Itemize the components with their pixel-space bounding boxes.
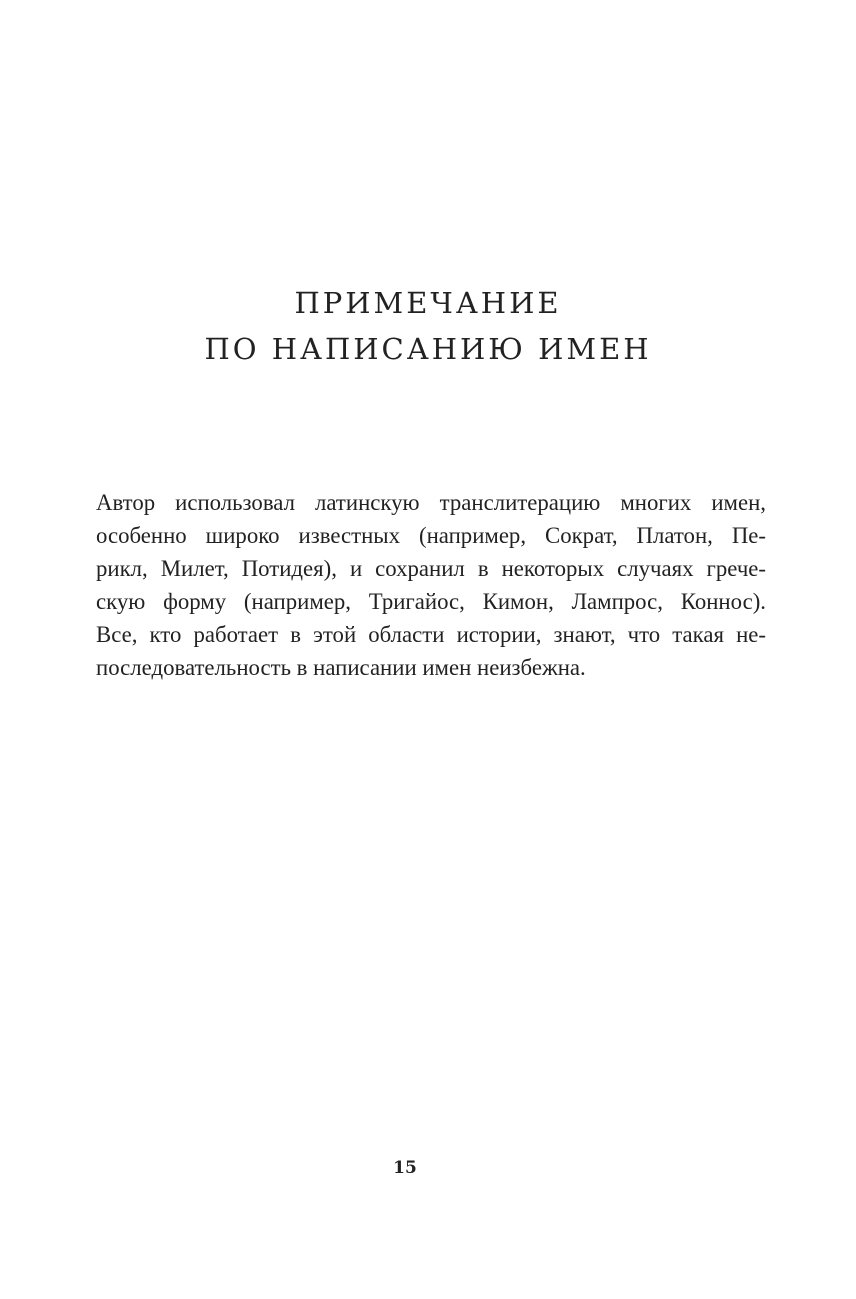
body-paragraph	[96, 486, 766, 684]
chapter-title	[0, 280, 856, 372]
paragraph-line: рикл, Милет, Потидея), и сохранил в некоторых случаях грече-	[96, 556, 766, 581]
paragraph-line: скую форму (например, Тригайос, Кимон, Лампрос, Коннос).	[96, 589, 766, 614]
paragraph-line: последовательность в написании имен неизбежна.	[96, 655, 586, 680]
paragraph-line: особенно широко известных (например, Сократ, Платон, Пе-	[96, 523, 766, 548]
chapter-title-line-2: ПО НАПИСАНИЮ ИМЕН	[204, 332, 652, 366]
page-number: 15	[393, 1158, 417, 1178]
paragraph-line: Автор использовал латинскую транслитерацию многих имен,	[96, 490, 766, 515]
chapter-title-line-1: ПРИМЕЧАНИЕ	[294, 286, 562, 320]
paragraph-line: Все, кто работает в этой области истории, знают, что такая не-	[96, 622, 766, 647]
